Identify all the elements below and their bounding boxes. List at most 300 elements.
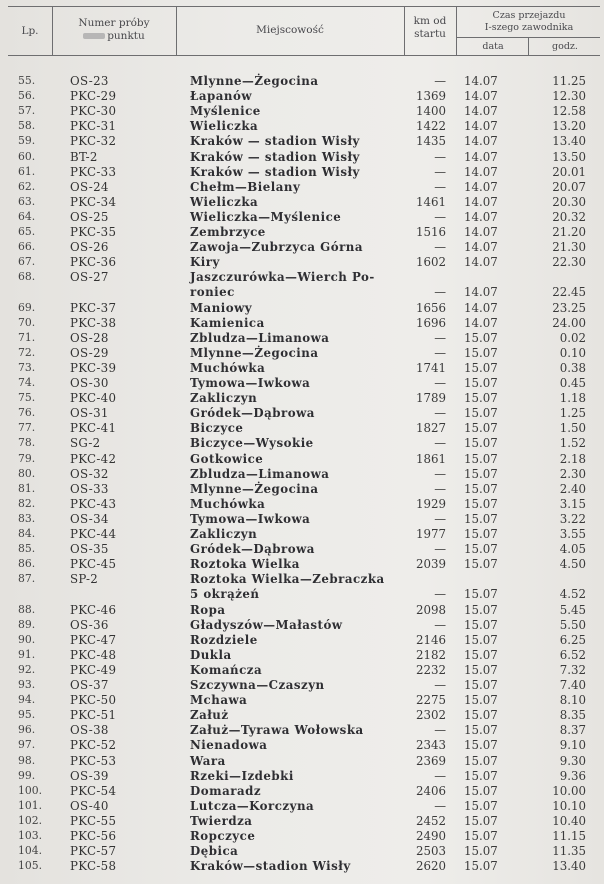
row-code: PKC-29 xyxy=(70,89,117,104)
row-time: 11.35 xyxy=(552,844,586,859)
row-time: 1.25 xyxy=(559,406,586,421)
table-row xyxy=(0,195,604,209)
row-time: 20.30 xyxy=(552,194,586,209)
row-km: — xyxy=(434,179,446,194)
table-row xyxy=(0,316,604,330)
row-time: 22.45 xyxy=(552,285,586,300)
table-row xyxy=(0,150,604,164)
row-lp: 60. xyxy=(18,149,36,163)
row-time: 4.52 xyxy=(559,587,586,602)
row-code: OS-34 xyxy=(70,511,109,526)
row-km: 1422 xyxy=(415,119,446,134)
row-code: BT-2 xyxy=(70,149,98,164)
header-czas xyxy=(458,10,600,34)
row-place: Komańcza xyxy=(190,662,263,677)
row-code: PKC-34 xyxy=(70,194,117,209)
row-km: — xyxy=(434,798,446,813)
row-code: PKC-31 xyxy=(70,119,117,134)
row-km: — xyxy=(434,678,446,692)
table-row xyxy=(0,467,604,481)
row-code: PKC-58 xyxy=(70,859,117,874)
row-date: 15.07 xyxy=(464,678,498,692)
row-code: OS-25 xyxy=(70,209,109,224)
row-km: — xyxy=(434,240,446,255)
row-km: — xyxy=(434,542,446,557)
row-time: 0.38 xyxy=(559,360,586,375)
row-code: PKC-51 xyxy=(70,708,117,723)
row-km: — xyxy=(434,511,446,526)
row-date: 14.07 xyxy=(464,89,498,104)
row-date: 15.07 xyxy=(464,859,498,874)
table-row xyxy=(0,240,604,254)
row-code: SG-2 xyxy=(70,436,101,451)
row-code: PKC-53 xyxy=(70,753,117,768)
row-lp: 76. xyxy=(18,406,36,420)
row-km: 1696 xyxy=(415,315,446,330)
table-row xyxy=(0,452,604,466)
header-czas-line2: I-szego zawodnika xyxy=(484,22,574,33)
table-row xyxy=(0,618,604,632)
row-lp: 55. xyxy=(18,74,36,87)
row-time: 6.52 xyxy=(559,647,586,662)
row-place: Biczyce—Wysokie xyxy=(190,436,314,451)
row-code: OS-37 xyxy=(70,678,109,692)
row-date: 15.07 xyxy=(464,829,498,843)
row-date: 15.07 xyxy=(464,330,498,345)
header-numer-line1: Numer próby xyxy=(78,17,150,29)
row-time: 24.00 xyxy=(552,315,586,330)
row-date: 15.07 xyxy=(464,542,498,557)
row-place: roniec xyxy=(190,285,235,300)
row-time: 2.30 xyxy=(559,466,586,481)
row-km: — xyxy=(434,345,446,360)
row-km: — xyxy=(434,466,446,481)
row-km: 1369 xyxy=(415,89,446,104)
row-lp: 103. xyxy=(18,829,43,842)
row-time: 7.40 xyxy=(559,678,586,692)
row-date: 15.07 xyxy=(464,406,498,421)
row-code: PKC-44 xyxy=(70,527,117,541)
row-lp: 98. xyxy=(18,753,36,767)
row-time: 1.52 xyxy=(559,436,586,451)
row-place: Kamienica xyxy=(190,315,265,330)
row-place: Kraków — stadion Wisły xyxy=(190,149,360,164)
row-date: 15.07 xyxy=(464,360,498,375)
row-time: 2.18 xyxy=(559,451,586,466)
row-time: 0.10 xyxy=(559,345,586,360)
row-lp: 97. xyxy=(18,738,36,752)
row-time: 0.02 xyxy=(559,330,586,345)
row-place: Lutcza—Korczyna xyxy=(190,798,315,813)
row-code: OS-26 xyxy=(70,240,109,255)
row-km: 2490 xyxy=(415,829,446,843)
row-date: 15.07 xyxy=(464,466,498,481)
row-place: Gródek—Dąbrowa xyxy=(190,406,315,421)
row-place: Szczywna—Czaszyn xyxy=(190,678,325,692)
row-date: 15.07 xyxy=(464,527,498,541)
table-row xyxy=(0,784,604,798)
row-date: 14.07 xyxy=(464,240,498,255)
row-date: 15.07 xyxy=(464,647,498,662)
row-lp: 59. xyxy=(18,134,36,148)
row-code: OS-38 xyxy=(70,723,109,738)
row-place: Maniowy xyxy=(190,300,253,315)
row-time: 5.45 xyxy=(559,602,586,617)
row-code: PKC-37 xyxy=(70,300,117,315)
table-row xyxy=(0,134,604,148)
row-code: PKC-38 xyxy=(70,315,117,330)
row-time: 9.10 xyxy=(559,738,586,753)
header-data-text: data xyxy=(482,41,504,52)
row-km: 1741 xyxy=(415,360,446,375)
table-row xyxy=(0,844,604,858)
row-date: 15.07 xyxy=(464,738,498,753)
row-km: 1827 xyxy=(415,421,446,436)
header-numer-line2-wrap xyxy=(56,30,172,43)
table-row xyxy=(0,331,604,345)
row-code: PKC-52 xyxy=(70,738,117,753)
row-km: 2039 xyxy=(415,557,446,572)
row-date: 14.07 xyxy=(464,149,498,164)
row-code: OS-23 xyxy=(70,74,109,88)
row-date: 15.07 xyxy=(464,557,498,572)
row-km: — xyxy=(434,617,446,632)
row-time: 11.25 xyxy=(552,74,586,88)
row-place: Rozdziele xyxy=(190,632,258,647)
table-row xyxy=(0,89,604,103)
row-time: 1.18 xyxy=(559,391,586,406)
row-code: PKC-57 xyxy=(70,844,117,859)
row-date: 15.07 xyxy=(464,768,498,783)
row-place: Zakliczyn xyxy=(190,527,258,541)
row-code: PKC-48 xyxy=(70,647,117,662)
table-row xyxy=(0,497,604,511)
table-row xyxy=(0,769,604,783)
row-date: 15.07 xyxy=(464,345,498,360)
row-place: Mchawa xyxy=(190,693,248,708)
row-lp: 56. xyxy=(18,89,36,103)
row-place: Gotkowice xyxy=(190,451,264,466)
row-code: PKC-42 xyxy=(70,451,117,466)
row-time: 10.10 xyxy=(552,798,586,813)
row-lp: 68. xyxy=(18,270,36,284)
row-date: 14.07 xyxy=(464,194,498,209)
row-code: OS-31 xyxy=(70,406,109,421)
row-km: 1789 xyxy=(415,391,446,406)
row-date: 15.07 xyxy=(464,632,498,647)
row-code: PKC-50 xyxy=(70,693,117,708)
row-date: 14.07 xyxy=(464,209,498,224)
row-time: 20.01 xyxy=(552,164,586,179)
row-km: 2098 xyxy=(415,602,446,617)
table-row xyxy=(0,104,604,118)
row-time: 9.36 xyxy=(559,768,586,783)
row-place: Roztoka Wielka xyxy=(190,557,300,572)
table-row xyxy=(0,603,604,617)
row-place: Twierdza xyxy=(190,813,253,828)
row-date: 15.07 xyxy=(464,844,498,859)
row-date: 14.07 xyxy=(464,74,498,88)
row-time: 12.30 xyxy=(552,89,586,104)
row-date: 15.07 xyxy=(464,813,498,828)
row-time: 7.32 xyxy=(559,662,586,677)
row-lp: 93. xyxy=(18,678,36,691)
header-lp-text: Lp. xyxy=(21,25,39,37)
row-date: 15.07 xyxy=(464,723,498,738)
row-lp: 78. xyxy=(18,436,36,450)
table-row xyxy=(0,678,604,692)
row-code: OS-36 xyxy=(70,617,109,632)
row-place: Kraków — stadion Wisły xyxy=(190,164,360,179)
row-lp: 102. xyxy=(18,813,43,827)
header-km-line2: startu xyxy=(414,28,446,40)
row-date: 15.07 xyxy=(464,391,498,406)
row-date: 15.07 xyxy=(464,662,498,677)
row-code: SP-2 xyxy=(70,572,99,587)
row-lp: 96. xyxy=(18,723,36,737)
row-km: 2620 xyxy=(415,859,446,874)
table-row xyxy=(0,859,604,873)
row-lp: 69. xyxy=(18,300,36,314)
row-km: 2232 xyxy=(415,662,446,677)
row-time: 1.50 xyxy=(559,421,586,436)
row-time: 10.40 xyxy=(552,813,586,828)
row-time: 3.22 xyxy=(559,511,586,526)
row-km: — xyxy=(434,285,446,300)
row-code: PKC-39 xyxy=(70,360,117,375)
row-lp: 88. xyxy=(18,602,36,616)
table-row xyxy=(0,225,604,239)
row-date: 15.07 xyxy=(464,783,498,798)
row-date: 14.07 xyxy=(464,179,498,194)
row-code: OS-33 xyxy=(70,481,109,496)
row-code: PKC-40 xyxy=(70,391,117,406)
row-place: Zakliczyn xyxy=(190,391,258,406)
row-lp: 104. xyxy=(18,844,43,858)
row-lp: 81. xyxy=(18,481,36,495)
row-time: 8.37 xyxy=(559,723,586,738)
row-time: 3.15 xyxy=(559,496,586,511)
row-code: OS-29 xyxy=(70,345,109,360)
row-date: 15.07 xyxy=(464,436,498,451)
row-time: 6.25 xyxy=(559,632,586,647)
header-miejscowosc xyxy=(180,24,400,37)
table-row xyxy=(0,527,604,541)
row-date: 15.07 xyxy=(464,376,498,390)
row-km: 2369 xyxy=(415,753,446,768)
row-time: 11.15 xyxy=(552,829,586,843)
row-km: 1861 xyxy=(415,451,446,466)
row-lp: 65. xyxy=(18,225,36,238)
row-km: 1929 xyxy=(415,496,446,511)
row-date: 15.07 xyxy=(464,587,498,602)
row-code: OS-28 xyxy=(70,330,109,345)
table-row xyxy=(0,391,604,405)
row-place: Roztoka Wielka—Zebraczka xyxy=(190,572,385,587)
row-code: OS-32 xyxy=(70,466,109,481)
row-lp: 84. xyxy=(18,527,36,540)
row-date: 15.07 xyxy=(464,798,498,813)
row-km: — xyxy=(434,436,446,451)
row-code: PKC-49 xyxy=(70,662,117,677)
row-place: Wieliczka—Myślenice xyxy=(190,209,342,224)
table-row xyxy=(0,165,604,179)
header-miejscowosc-text: Miejscowość xyxy=(256,24,324,36)
row-lp: 72. xyxy=(18,345,36,359)
row-lp: 101. xyxy=(18,798,43,812)
row-lp: 67. xyxy=(18,255,36,269)
row-place: Gródek—Dąbrowa xyxy=(190,542,315,557)
table-row xyxy=(0,376,604,390)
row-km: 2302 xyxy=(415,708,446,723)
row-date: 14.07 xyxy=(464,164,498,179)
table-row xyxy=(0,255,604,269)
row-time: 23.25 xyxy=(552,300,586,315)
table-row xyxy=(0,663,604,677)
header-numer-line2: punktu xyxy=(107,30,145,42)
row-lp: 99. xyxy=(18,768,36,782)
row-km: — xyxy=(434,406,446,421)
row-time: 13.20 xyxy=(552,119,586,134)
row-km: — xyxy=(434,723,446,738)
row-place: Biczyce xyxy=(190,421,244,436)
row-lp: 94. xyxy=(18,693,36,707)
row-time: 4.50 xyxy=(559,557,586,572)
row-place: Dębica xyxy=(190,844,239,859)
table-row xyxy=(0,301,604,315)
row-lp: 64. xyxy=(18,209,36,223)
row-code: PKC-43 xyxy=(70,496,117,511)
row-lp: 95. xyxy=(18,708,36,722)
table-row xyxy=(0,633,604,647)
row-km: 2182 xyxy=(415,647,446,662)
row-place: 5 okrążeń xyxy=(190,587,260,602)
row-lp: 82. xyxy=(18,496,36,510)
row-date: 15.07 xyxy=(464,602,498,617)
row-time: 20.07 xyxy=(552,179,586,194)
table-row xyxy=(0,587,604,601)
table-row xyxy=(0,74,604,88)
row-place: Chełm—Bielany xyxy=(190,179,301,194)
row-place: Zbludza—Limanowa xyxy=(190,466,330,481)
row-place: Jaszczurówka—Wierch Po- xyxy=(190,270,375,285)
row-km: 1516 xyxy=(415,225,446,239)
row-lp: 74. xyxy=(18,376,36,389)
row-km: — xyxy=(434,74,446,88)
row-lp: 61. xyxy=(18,164,36,178)
row-time: 20.32 xyxy=(552,209,586,224)
row-km: — xyxy=(434,376,446,390)
row-time: 13.40 xyxy=(552,134,586,149)
row-place: Tymowa—Iwkowa xyxy=(190,376,311,390)
table-row xyxy=(0,346,604,360)
row-km: 1461 xyxy=(415,194,446,209)
row-place: Muchówka xyxy=(190,496,266,511)
table-row xyxy=(0,210,604,224)
row-lp: 83. xyxy=(18,511,36,525)
row-place: Rzeki—Izdebki xyxy=(190,768,294,783)
row-date: 15.07 xyxy=(464,421,498,436)
row-lp: 62. xyxy=(18,179,36,193)
row-km: 2503 xyxy=(415,844,446,859)
row-lp: 73. xyxy=(18,360,36,374)
row-place: Mlynne—Żegocina xyxy=(190,74,319,88)
row-date: 14.07 xyxy=(464,134,498,149)
header-lp xyxy=(12,25,48,38)
row-km: 2406 xyxy=(415,783,446,798)
row-date: 15.07 xyxy=(464,496,498,511)
row-place: Wieliczka xyxy=(190,119,259,134)
row-lp: 63. xyxy=(18,194,36,208)
row-lp: 57. xyxy=(18,104,36,118)
header-km-line1: km od xyxy=(413,15,447,27)
row-km: — xyxy=(434,768,446,783)
row-place: Nienadowa xyxy=(190,738,268,753)
row-km: 1602 xyxy=(415,255,446,270)
row-date: 15.07 xyxy=(464,693,498,708)
row-lp: 79. xyxy=(18,451,36,465)
row-lp: 85. xyxy=(18,542,36,556)
row-km: 1435 xyxy=(415,134,446,149)
row-km: 2343 xyxy=(415,738,446,753)
row-km: — xyxy=(434,164,446,179)
row-place: Zawoja—Zubrzyca Górna xyxy=(190,240,364,255)
row-time: 10.00 xyxy=(552,783,586,798)
row-time: 0.45 xyxy=(559,376,586,390)
row-place: Załuż—Tyrawa Wołowska xyxy=(190,723,364,738)
ink-smudge xyxy=(83,33,105,39)
row-code: OS-40 xyxy=(70,798,109,813)
row-place: Kraków—stadion Wisły xyxy=(190,859,351,874)
row-km: — xyxy=(434,209,446,224)
table-row xyxy=(0,270,604,284)
row-code: OS-39 xyxy=(70,768,109,783)
table-row xyxy=(0,754,604,768)
row-place: Mlynne—Żegocina xyxy=(190,345,319,360)
row-code: PKC-45 xyxy=(70,557,117,572)
row-code: PKC-30 xyxy=(70,104,117,119)
row-lp: 89. xyxy=(18,617,36,631)
row-code: PKC-41 xyxy=(70,421,117,436)
row-place: Myślenice xyxy=(190,104,261,119)
table-row xyxy=(0,693,604,707)
row-place: Muchówka xyxy=(190,360,266,375)
row-date: 14.07 xyxy=(464,285,498,300)
row-date: 14.07 xyxy=(464,300,498,315)
row-code: OS-30 xyxy=(70,376,109,390)
row-date: 15.07 xyxy=(464,511,498,526)
table-row xyxy=(0,708,604,722)
row-km: — xyxy=(434,481,446,496)
row-date: 15.07 xyxy=(464,617,498,632)
row-km: — xyxy=(434,587,446,602)
table-row xyxy=(0,406,604,420)
table-row xyxy=(0,799,604,813)
row-km: 1400 xyxy=(415,104,446,119)
row-place: Mlynne—Żegocina xyxy=(190,481,319,496)
row-place: Ropa xyxy=(190,602,226,617)
row-date: 14.07 xyxy=(464,104,498,119)
header-czas-line1: Czas przejazdu xyxy=(492,10,566,21)
table-row xyxy=(0,814,604,828)
header-godz-text: godz. xyxy=(552,41,578,52)
table-row xyxy=(0,482,604,496)
row-lp: 66. xyxy=(18,240,36,254)
row-km: — xyxy=(434,330,446,345)
row-place: Wieliczka xyxy=(190,194,259,209)
row-place: Gładyszów—Małastów xyxy=(190,617,343,632)
row-code: PKC-47 xyxy=(70,632,117,647)
